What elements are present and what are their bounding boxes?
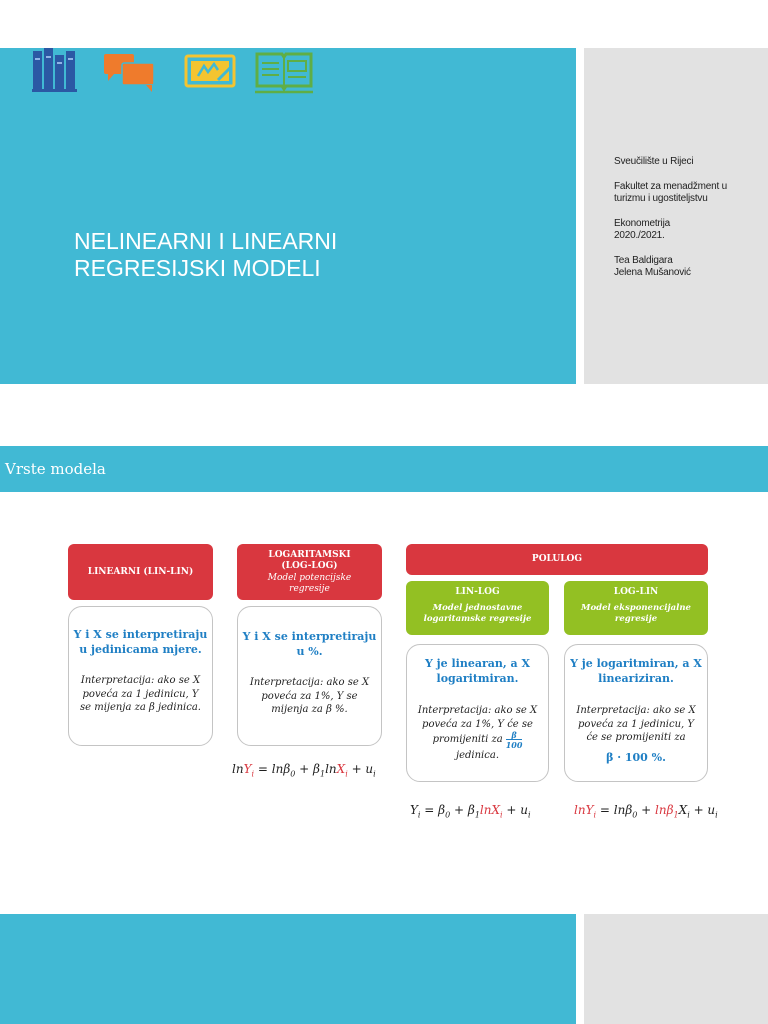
university-name: Sveučilište u Rijeci (614, 156, 694, 167)
log-lin-card (564, 644, 708, 782)
log-lin-head-2: lineariziran. (598, 672, 674, 685)
speech-bubbles-icon (102, 48, 158, 94)
lin-log-body-1: Interpretacija: ako se X (417, 705, 538, 716)
lin-log-sub-2: logaritamske regresije (423, 614, 532, 624)
log-log-title-2: (LOG-LOG) (281, 560, 338, 571)
log-log-body-2: poveća za 1%, Y se (261, 690, 358, 702)
title-slide-side-panel (584, 48, 768, 384)
fraction-numerator: β (511, 730, 517, 740)
lin-lin-head-2: u jedinicama mjere. (79, 643, 202, 656)
lin-lin-card (68, 606, 213, 746)
log-lin-head-1: Y je logaritmiran, a X (570, 657, 702, 670)
log-lin-sub-2: regresije (614, 614, 658, 624)
lin-log-sub-1: Model jednostavne (432, 603, 523, 613)
log-lin-emphasis: β · 100 %. (606, 750, 666, 764)
beta-over-100-fraction (506, 731, 523, 749)
lin-lin-title: LINEARNI (LIN-LIN) (87, 566, 194, 577)
books-icon (32, 48, 78, 94)
log-log-title-1: LOGARITAMSKI (268, 549, 351, 560)
author-info (614, 156, 764, 292)
lin-lin-body-1: Interpretacija: ako se X (80, 675, 201, 686)
polulog-title-box (406, 544, 708, 575)
lin-log-head-1: Y je linearan, a X (424, 657, 531, 670)
lin-lin-head-1: Y i X se interpretiraju (73, 628, 208, 641)
log-log-sub-1: Model potencijske (267, 572, 352, 583)
log-log-card (237, 606, 382, 746)
course-name: Ekonometrija (614, 217, 670, 229)
lin-log-body-3: promijeniti za (432, 734, 503, 746)
log-log-head-1: Y i X se interpretiraju (242, 630, 377, 643)
lin-log-body-4: jedinica. (456, 750, 499, 761)
log-log-title-box (237, 544, 382, 600)
next-slide-main-panel (0, 914, 576, 1024)
author-2: Jelena Mušanović (614, 267, 691, 278)
presentation-title (74, 228, 554, 282)
log-log-sub-2: regresije (289, 583, 330, 594)
lin-log-title-box (406, 581, 549, 635)
lin-log-body-2: poveća za 1%, Y će se (422, 718, 533, 730)
tablet-pen-icon (184, 48, 238, 94)
lin-log-body-3-row (407, 731, 548, 749)
faculty-line-1: Fakultet za menadžment u (614, 180, 728, 192)
log-lin-body-2: poveća za 1 jedinicu, Y (578, 718, 694, 730)
lin-lin-body-2: poveća za 1 jedinicu, Y (82, 688, 199, 700)
log-lin-formula: $\ln Y_i = \ln\beta_0 + \ln\beta_1X_i + u_i$ (574, 803, 718, 820)
log-log-body-1: Interpretacija: ako se X (249, 677, 370, 688)
lin-log-card (406, 644, 549, 782)
open-book-icon (254, 48, 314, 94)
title-slide-main-panel (0, 48, 576, 384)
academic-year: 2020./2021. (614, 230, 665, 241)
lin-lin-title-box (68, 544, 213, 600)
log-lin-sub-1: Model eksponencijalne (581, 603, 691, 613)
log-lin-title: LOG-LIN (613, 587, 659, 597)
log-lin-body-3: će se promijeniti za (586, 732, 686, 743)
slide-header-bar (0, 446, 768, 492)
log-lin-body-1: Interpretacija: ako se X (576, 705, 696, 716)
faculty-line-2: turizmu i ugostiteljstvu (614, 193, 708, 204)
lin-log-formula: $Y_i = \beta_0 + \beta_1\ln X_i + u_i$ (410, 803, 531, 820)
fraction-denominator: 100 (505, 740, 523, 750)
author-1: Tea Baldigara (614, 254, 673, 266)
log-log-formula: $\ln Y_i = \ln\beta_0 + \beta_1\ln X_i + u_i$ (232, 762, 376, 779)
slide-header-title: Vrste modela (5, 460, 106, 478)
log-log-body-3: mijenja za β %. (271, 704, 348, 715)
title-line-2: REGRESIJSKI MODELI (74, 255, 321, 281)
title-line-1: NELINEARNI I LINEARNI (74, 228, 338, 254)
next-slide-side-panel (584, 914, 768, 1024)
lin-log-head-2: logaritmiran. (436, 672, 519, 685)
log-log-head-2: u %. (296, 645, 323, 658)
lin-lin-body-3: se mijenja za β jedinica. (80, 702, 201, 713)
polulog-title: POLULOG (531, 554, 583, 564)
log-lin-title-box (564, 581, 708, 635)
lin-log-title: LIN-LOG (455, 587, 500, 597)
